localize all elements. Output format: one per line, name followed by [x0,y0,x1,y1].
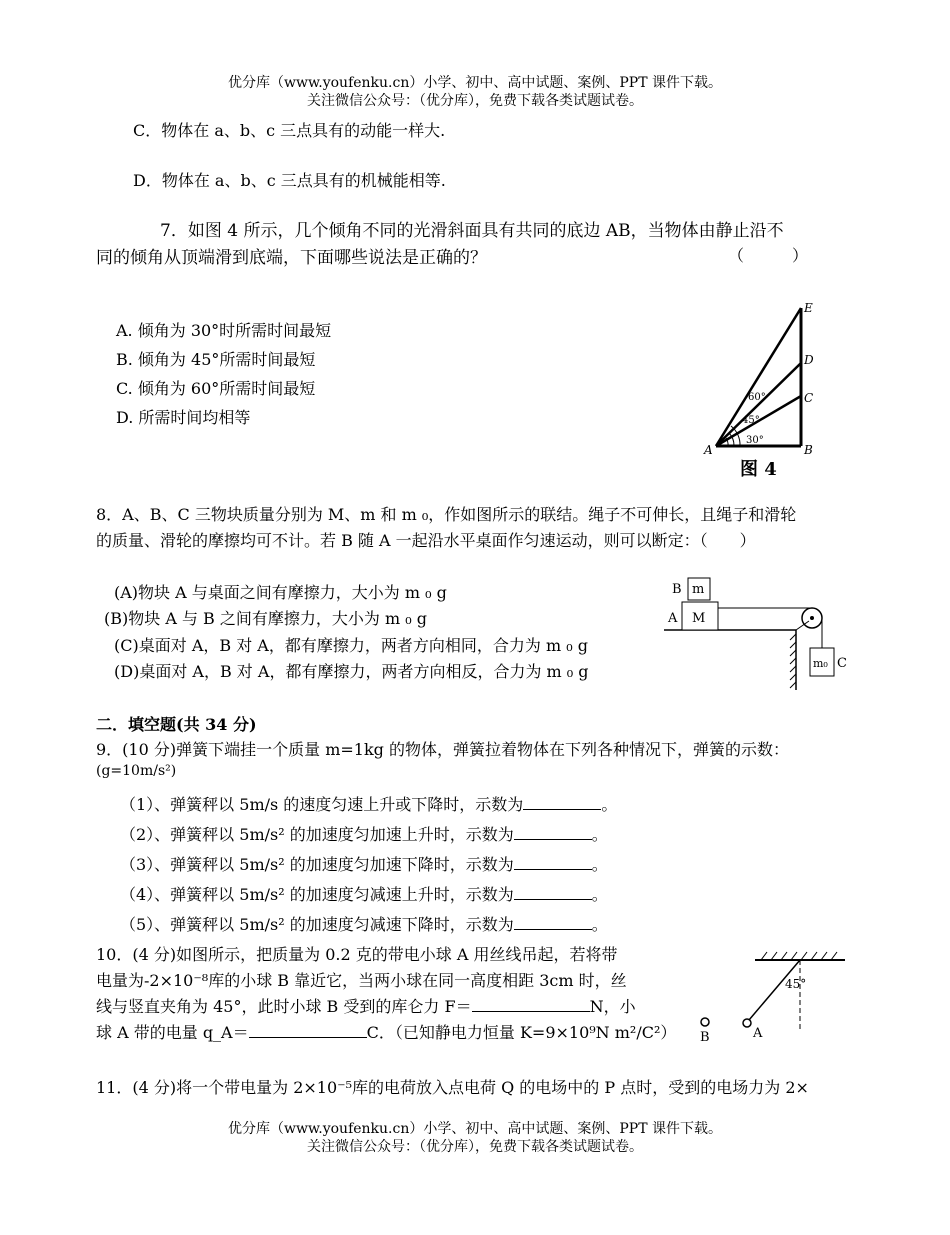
q7-options [116,316,331,432]
figure-pulley-blocks [664,574,854,694]
header-line-1: 优分库（www.youfenku.cn）小学、初中、高中试题、案例、PPT 课件下载。 [227,75,722,91]
q8-option-b: (B)物块 A 与 B 之间有摩擦力，大小为 m ₀ g [104,609,427,628]
fig4-label-c: C [804,391,814,405]
q7-stem-line-2: 同的倾角从顶端滑到底端，下面哪些说法是正确的？ [96,248,487,268]
fig8-label-M: M [692,611,706,626]
q7-option-a: A. 倾角为 30°时所需时间最短 [116,321,332,340]
q9-item-5: （5）、弹簧秤以 5m/s² 的加速度匀减速下降时，示数为 。 [120,915,608,934]
fig10-angle-label: 45° [785,977,807,991]
fig8-label-m: m [692,582,705,597]
q9-blank-2[interactable] [514,825,592,840]
q6-option-d: D．物体在 a、b、c 三点具有的机械能相等. [133,171,446,190]
fig4-label-a: A [704,443,713,457]
footer-line-1: 优分库（www.youfenku.cn）小学、初中、高中试题、案例、PPT 课件下载。 [227,1121,722,1137]
figure-4-inclines [698,298,828,478]
q6-option-c: C．物体在 a、b、c 三点具有的动能一样大. [133,121,446,140]
q9-blank-5[interactable] [514,915,592,930]
fig10-label-b: B [700,1030,710,1045]
fig4-angle-45: 45° [742,415,760,426]
q11-stem-line-1: 11．(4 分)将一个带电量为 2×10⁻⁵库的电荷放入点电荷 Q 的电场中的 P 点时，受到的电场力为 2× [96,1078,809,1097]
fig8-label-a: A [668,611,678,626]
fig10-label-a: A [753,1026,763,1041]
q10-stem-line-1: 10．(4 分)如图所示，把质量为 0.2 克的带电小球 A 用丝线吊起，若将带 [96,945,618,964]
q7-option-b: B. 倾角为 45°所需时间最短 [116,350,316,369]
fig4-caption: 图 4 [740,459,777,478]
fig4-label-e: E [804,301,813,315]
q8-option-a: (A)物块 A 与桌面之间有摩擦力，大小为 m ₀ g [114,583,447,602]
header-line-2: 关注微信公众号：（优分库），免费下载各类试题试卷。 [307,93,643,109]
q8-stem-line-2: 的质量、滑轮的摩擦均可不计。若 B 随 A 一起沿水平桌面作匀速运动，则可以断定：（ ） [96,531,756,550]
fig8-label-m0: m₀ [813,657,828,670]
fig4-angle-30: 30° [746,435,764,446]
q10-blank-charge[interactable] [249,1023,367,1038]
q10-stem-line-4: 球 A 带的电量 q_A＝ C．（已知静电力恒量 K=9×10⁹N m²/C²） [96,1023,677,1042]
fig4-label-b: B [804,443,813,457]
fig4-angle-60: 60° [748,392,766,403]
q10-stem-line-2: 电量为-2×10⁻⁸库的小球 B 靠近它，当两小球在同一高度相距 3cm 时，丝 [96,971,627,990]
q9-item-2: （2）、弹簧秤以 5m/s² 的加速度匀加速上升时，示数为 。 [120,825,608,844]
q9-stem-line-1: 9．(10 分)弹簧下端挂一个质量 m=1kg 的物体，弹簧拉着物体在下列各种情况下，弹簧的示数： [96,740,789,759]
q9-item-1: （1）、弹簧秤以 5m/s 的速度匀速上升或下降时，示数为 。 [120,795,618,814]
q10-stem-line-3: 线与竖直夹角为 45°，此时小球 B 受到的库仑力 F＝ N，小 [96,997,636,1016]
q7-option-c: C. 倾角为 60°所需时间最短 [116,379,316,398]
footer-line-2: 关注微信公众号：（优分库），免费下载各类试题试卷。 [307,1139,643,1155]
q8-option-d: (D)桌面对 A，B 对 A，都有摩擦力，两者方向相反，合力为 m ₀ g [114,662,589,681]
q9-item-4: （4）、弹簧秤以 5m/s² 的加速度匀减速上升时，示数为 。 [120,885,608,904]
fig8-label-b: B [672,582,682,597]
section-2-title: 二．填空题(共 34 分) [96,715,257,734]
fig4-label-d: D [804,353,814,367]
q10-blank-force[interactable] [472,997,590,1012]
q8-stem-line-1: 8．A、B、C 三物块质量分别为 M、m 和 m ₀，作如图所示的联结。绳子不可伸长，且绳子和滑轮 [96,505,797,524]
q9-blank-3[interactable] [514,855,592,870]
q9-blank-1[interactable] [523,795,601,810]
q9-blank-4[interactable] [514,885,592,900]
q9-stem-line-2: (g=10m/s²) [96,763,177,779]
figure-charged-balls [695,946,855,1046]
fig8-label-c: C [837,656,847,671]
q8-option-c: (C)桌面对 A，B 对 A，都有摩擦力，两者方向相同，合力为 m ₀ g [114,636,588,655]
q7-option-d: D. 所需时间均相等 [116,408,251,427]
q7-stem-line-1: 7．如图 4 所示，几个倾角不同的光滑斜面具有共同的底边 AB，当物体由静止沿不 [160,221,784,241]
q9-item-3: （3）、弹簧秤以 5m/s² 的加速度匀加速下降时，示数为 。 [120,855,608,874]
q7-answer-paren: （ ） [728,246,809,265]
